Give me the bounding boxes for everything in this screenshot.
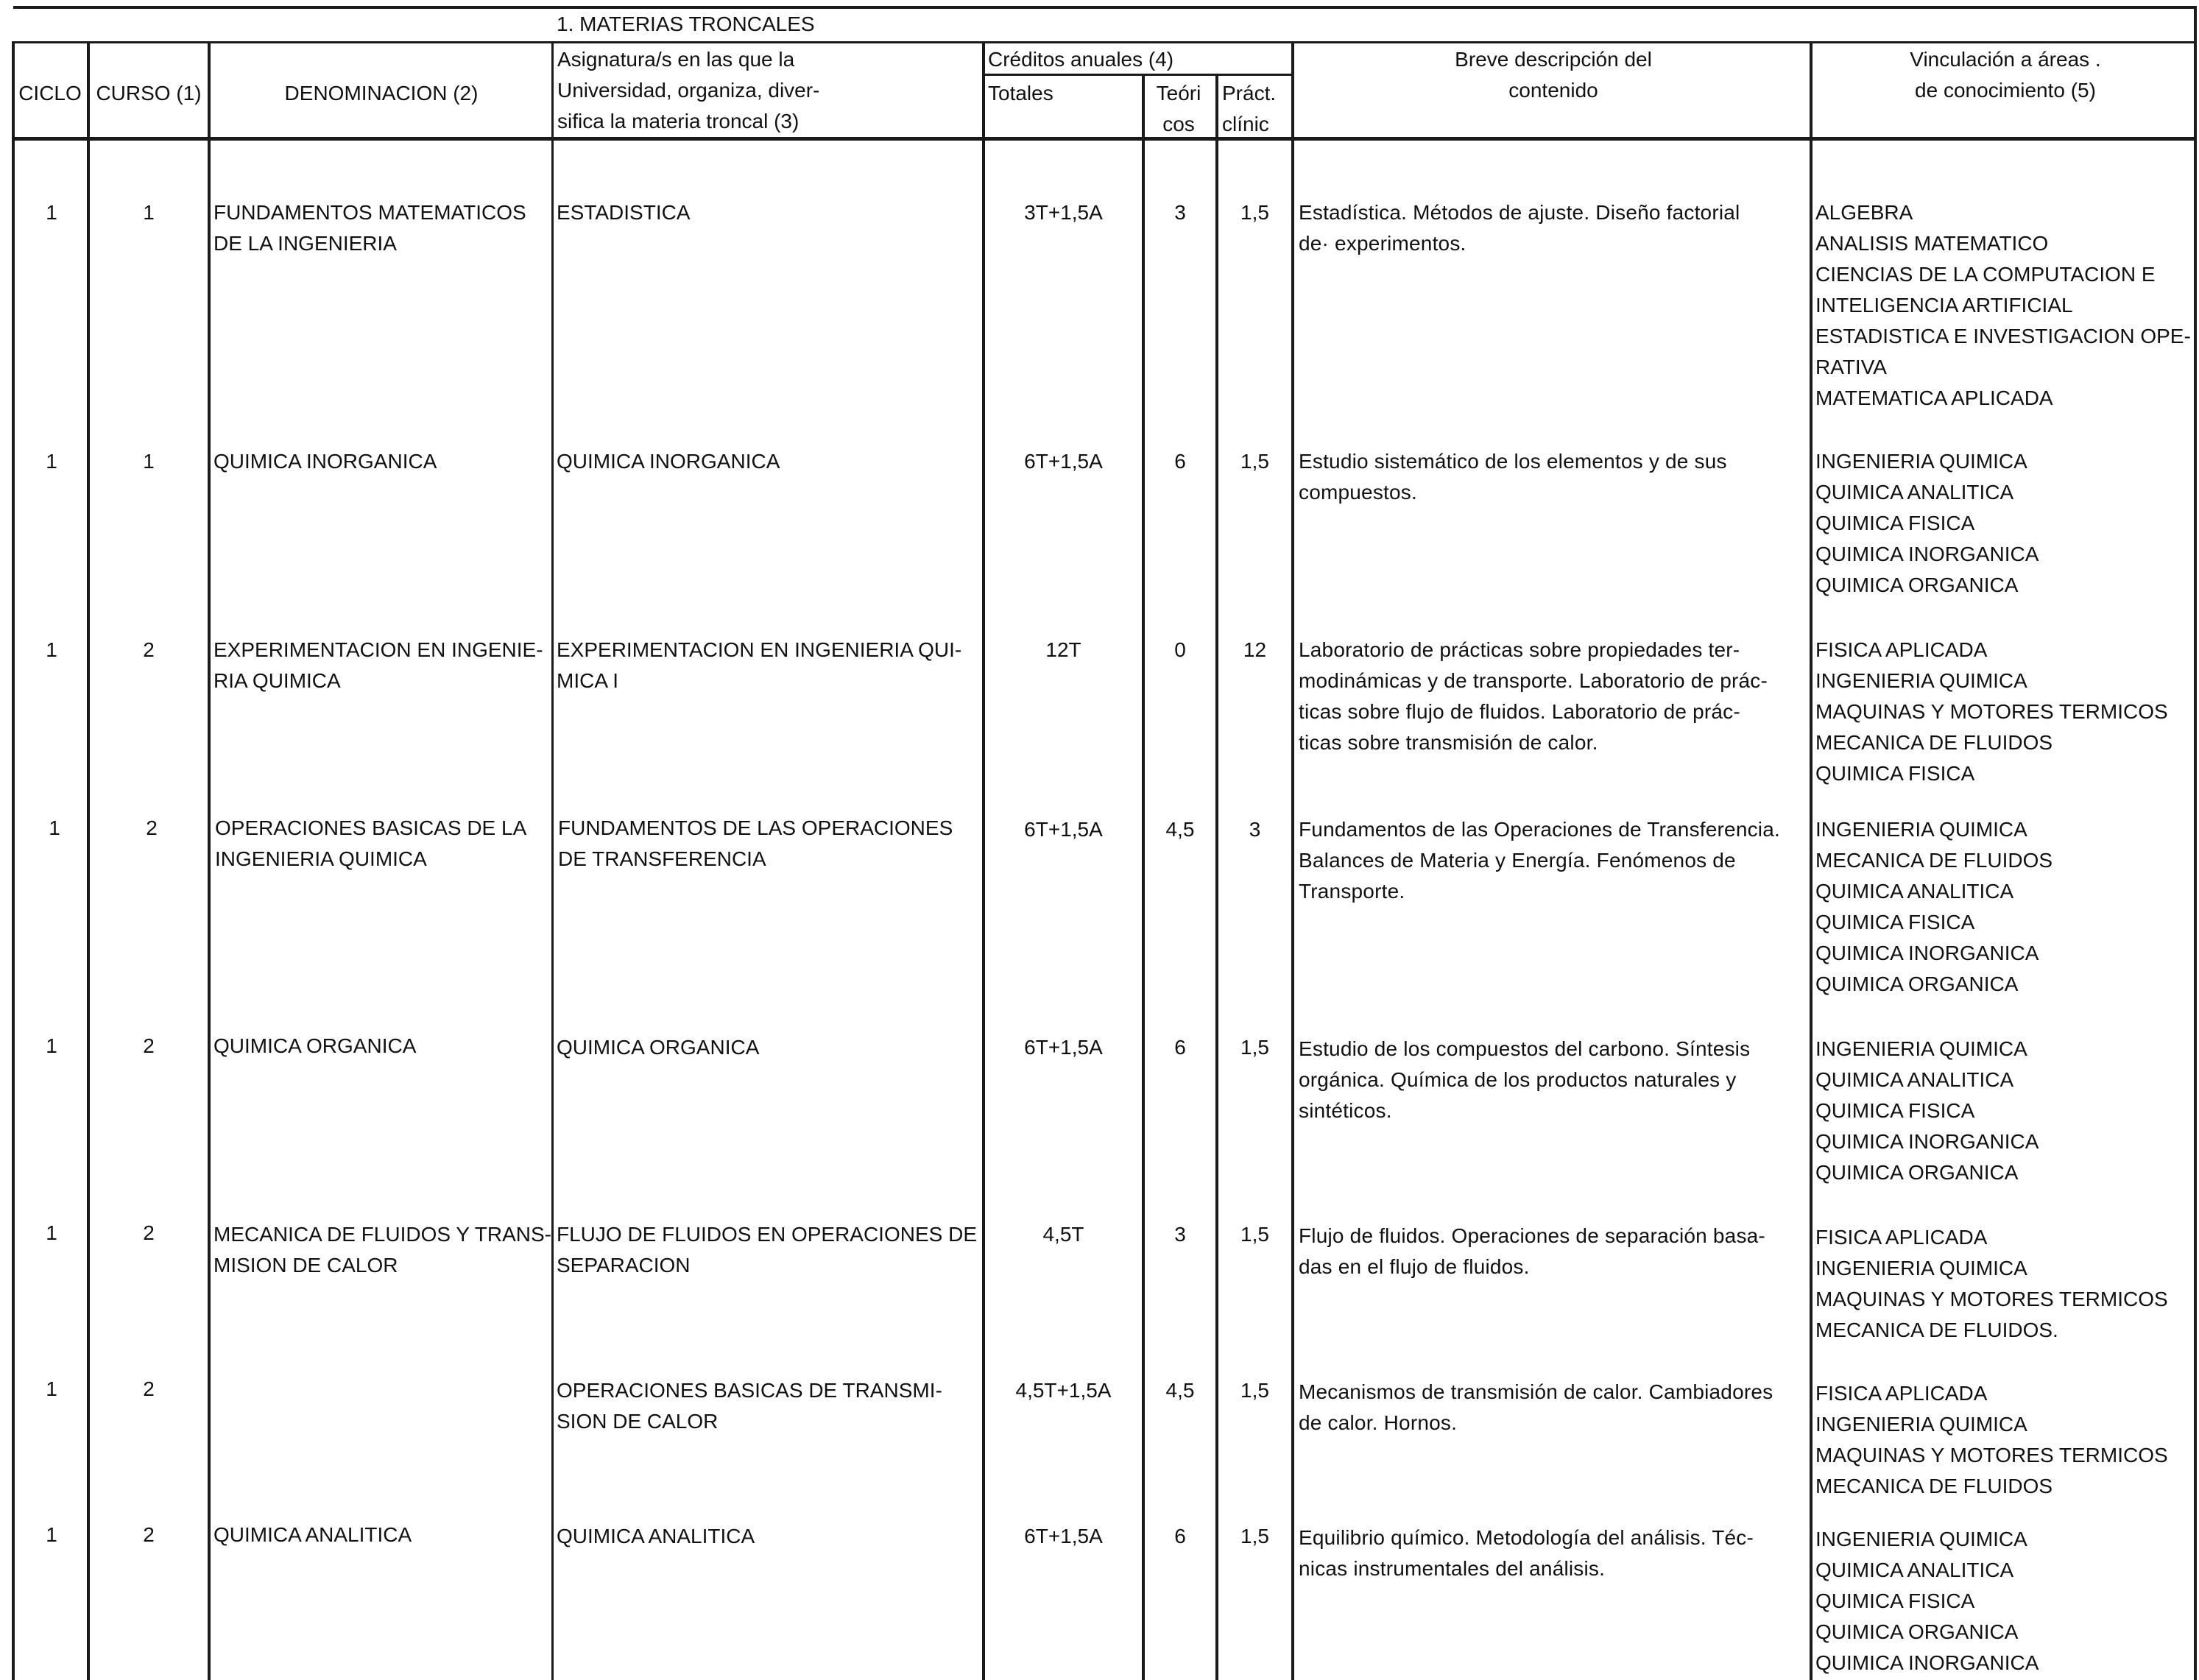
border-right bbox=[2194, 6, 2197, 1680]
cell-areas: INGENIERIA QUIMICA QUIMICA ANALITICA QUIMICA FISICA QUIMICA ORGANICA QUIMICA INORGANICA bbox=[1815, 1528, 2039, 1674]
cell-ciclo: 1 bbox=[46, 1034, 57, 1057]
header-descripcion: Breve descripción del contenido bbox=[1455, 48, 1652, 102]
border-left bbox=[12, 41, 15, 1680]
cell-practicos: 1,5 bbox=[1240, 201, 1269, 224]
cell-areas: INGENIERIA QUIMICA MECANICA DE FLUIDOS QUIMICA ANALITICA QUIMICA FISICA QUIMICA INORGANICA QUIMICA ORGANICA bbox=[1815, 818, 2053, 995]
cell-totales: 4,5T bbox=[1042, 1223, 1084, 1246]
cell-curso: 1 bbox=[143, 201, 155, 224]
cell-practicos: 1,5 bbox=[1240, 1223, 1269, 1246]
header-curso: CURSO (1) bbox=[96, 82, 202, 105]
cell-curso: 2 bbox=[143, 1377, 155, 1400]
divider-teoricos-practicos bbox=[1215, 74, 1218, 1680]
header-totales: Totales bbox=[988, 82, 1053, 105]
header-denominacion: DENOMINACION (2) bbox=[284, 82, 479, 105]
divider-ciclo-curso bbox=[87, 41, 90, 1680]
cell-practicos: 1,5 bbox=[1240, 1525, 1269, 1547]
top-border bbox=[13, 6, 2197, 9]
cell-denominacion: MECANICA DE FLUIDOS Y TRANS- MISION DE CALOR bbox=[213, 1223, 551, 1277]
cell-asignatura: QUIMICA ORGANICA bbox=[557, 1036, 760, 1059]
cell-ciclo: 1 bbox=[46, 638, 57, 661]
section-title: 1. MATERIAS TRONCALES bbox=[557, 13, 815, 35]
cell-denominacion: OPERACIONES BASICAS DE LA INGENIERIA QUIMICA bbox=[215, 816, 527, 870]
divider-curso-denominacion bbox=[208, 41, 211, 1680]
cell-curso: 2 bbox=[143, 1523, 155, 1546]
cell-totales: 4,5T+1,5A bbox=[1015, 1379, 1112, 1402]
header-ciclo: CICLO bbox=[18, 82, 82, 105]
divider-denominacion-asignatura bbox=[551, 41, 554, 1680]
cell-practicos: 12 bbox=[1243, 638, 1267, 661]
divider-practicos-descripcion bbox=[1291, 41, 1294, 1680]
cell-descripcion: Estudio sistemático de los elementos y de sus compuestos. bbox=[1299, 450, 1727, 504]
cell-practicos: 1,5 bbox=[1240, 1379, 1269, 1402]
cell-asignatura: EXPERIMENTACION EN INGENIERIA QUI- MICA I bbox=[557, 638, 962, 692]
cell-areas: FISICA APLICADA INGENIERIA QUIMICA MAQUINAS Y MOTORES TERMICOS MECANICA DE FLUIDOS. bbox=[1815, 1226, 2168, 1341]
cell-areas: ALGEBRA ANALISIS MATEMATICO CIENCIAS DE LA COMPUTACION E INTELIGENCIA ARTIFICIAL ESTADISTICA E INVESTIGACION OPE- RATIVA MATEMATICA APLICADA bbox=[1815, 201, 2191, 409]
cell-practicos: 1,5 bbox=[1240, 1036, 1269, 1059]
cell-ciclo: 1 bbox=[46, 201, 57, 224]
cell-asignatura: FLUJO DE FLUIDOS EN OPERACIONES DE SEPARACION bbox=[557, 1223, 977, 1277]
title-rule bbox=[13, 41, 2197, 43]
cell-asignatura: OPERACIONES BASICAS DE TRANSMI- SION DE CALOR bbox=[557, 1379, 942, 1433]
cell-teoricos: 4,5 bbox=[1165, 1379, 1195, 1402]
cell-curso: 2 bbox=[146, 816, 158, 839]
cell-curso: 1 bbox=[143, 450, 155, 473]
cell-descripcion: Estudio de los compuestos del carbono. Síntesis orgánica. Química de los productos naturales y sintéticos. bbox=[1299, 1037, 1751, 1122]
header-asignatura: Asignatura/s en las que la Universidad, organiza, diver- sifica la materia troncal (3) bbox=[557, 48, 820, 133]
cell-denominacion: QUIMICA ANALITICA bbox=[213, 1523, 412, 1546]
cell-teoricos: 0 bbox=[1174, 638, 1186, 661]
cell-asignatura: QUIMICA INORGANICA bbox=[557, 450, 780, 473]
cell-asignatura: ESTADISTICA bbox=[557, 201, 691, 224]
cell-denominacion: QUIMICA ORGANICA bbox=[213, 1034, 417, 1057]
cell-areas: FISICA APLICADA INGENIERIA QUIMICA MAQUINAS Y MOTORES TERMICOS MECANICA DE FLUIDOS QUIMICA FISICA bbox=[1815, 638, 2168, 785]
cell-descripcion: Estadística. Métodos de ajuste. Diseño factorial de· experimentos. bbox=[1299, 201, 1740, 255]
cell-curso: 2 bbox=[143, 1034, 155, 1057]
header-vinculacion: Vinculación a áreas . de conocimiento (5) bbox=[1910, 48, 2101, 102]
cell-descripcion: Mecanismos de transmisión de calor. Cambiadores de calor. Hornos. bbox=[1299, 1380, 1773, 1434]
cell-ciclo: 1 bbox=[46, 1523, 57, 1546]
cell-curso: 2 bbox=[143, 1221, 155, 1244]
cell-totales: 3T+1,5A bbox=[1024, 201, 1103, 224]
cell-totales: 12T bbox=[1045, 638, 1081, 661]
divider-descripcion-vinculacion bbox=[1810, 41, 1813, 1680]
cell-ciclo: 1 bbox=[49, 816, 60, 839]
cell-descripcion: Flujo de fluidos. Operaciones de separación basa- das en el flujo de fluidos. bbox=[1299, 1224, 1765, 1278]
cell-areas: INGENIERIA QUIMICA QUIMICA ANALITICA QUIMICA FISICA QUIMICA INORGANICA QUIMICA ORGANICA bbox=[1815, 1037, 2039, 1184]
cell-denominacion: QUIMICA INORGANICA bbox=[213, 450, 437, 473]
cell-totales: 6T+1,5A bbox=[1024, 1525, 1103, 1547]
creditos-rule bbox=[984, 74, 1293, 76]
divider-totales-teoricos bbox=[1142, 74, 1145, 1680]
header-creditos: Créditos anuales (4) bbox=[988, 48, 1174, 71]
cell-ciclo: 1 bbox=[46, 450, 57, 473]
cell-teoricos: 3 bbox=[1174, 1223, 1186, 1246]
cell-areas: INGENIERIA QUIMICA QUIMICA ANALITICA QUIMICA FISICA QUIMICA INORGANICA QUIMICA ORGANICA bbox=[1815, 450, 2039, 596]
header-teoricos: Teóri cos bbox=[1156, 82, 1201, 135]
cell-practicos: 1,5 bbox=[1240, 450, 1269, 473]
header-bottom-rule bbox=[13, 137, 2197, 141]
header-practicos: Práct. clínic bbox=[1222, 82, 1277, 135]
cell-teoricos: 6 bbox=[1174, 1036, 1186, 1059]
cell-totales: 6T+1,5A bbox=[1024, 818, 1103, 841]
cell-asignatura: FUNDAMENTOS DE LAS OPERACIONES DE TRANSFERENCIA bbox=[558, 816, 953, 870]
cell-ciclo: 1 bbox=[46, 1221, 57, 1244]
divider-asignatura-totales bbox=[982, 41, 985, 1680]
cell-totales: 6T+1,5A bbox=[1024, 450, 1103, 473]
cell-curso: 2 bbox=[143, 638, 155, 661]
cell-denominacion: EXPERIMENTACION EN INGENIE- RIA QUIMICA bbox=[213, 638, 543, 692]
cell-areas: FISICA APLICADA INGENIERIA QUIMICA MAQUINAS Y MOTORES TERMICOS MECANICA DE FLUIDOS bbox=[1815, 1382, 2168, 1497]
cell-teoricos: 6 bbox=[1174, 450, 1186, 473]
cell-denominacion: FUNDAMENTOS MATEMATICOS DE LA INGENIERIA bbox=[213, 201, 526, 255]
cell-teoricos: 6 bbox=[1174, 1525, 1186, 1547]
cell-teoricos: 3 bbox=[1174, 201, 1186, 224]
cell-asignatura: QUIMICA ANALITICA bbox=[557, 1525, 755, 1547]
cell-descripcion: Laboratorio de prácticas sobre propiedades ter- modinámicas y de transporte. Laboratorio de prác- ticas sobre flujo de fluidos. Laboratorio de prác- ticas sobre transmisión de calor. bbox=[1299, 638, 1768, 754]
cell-totales: 6T+1,5A bbox=[1024, 1036, 1103, 1059]
cell-teoricos: 4,5 bbox=[1165, 818, 1195, 841]
cell-practicos: 3 bbox=[1249, 818, 1261, 841]
cell-descripcion: Equilibrio químico. Metodología del análisis. Téc- nicas instrumentales del análisis. bbox=[1299, 1526, 1754, 1580]
cell-descripcion: Fundamentos de las Operaciones de Transferencia. Balances de Materia y Energía. Fenómenos de Transporte. bbox=[1299, 818, 1780, 903]
cell-ciclo: 1 bbox=[46, 1377, 57, 1400]
